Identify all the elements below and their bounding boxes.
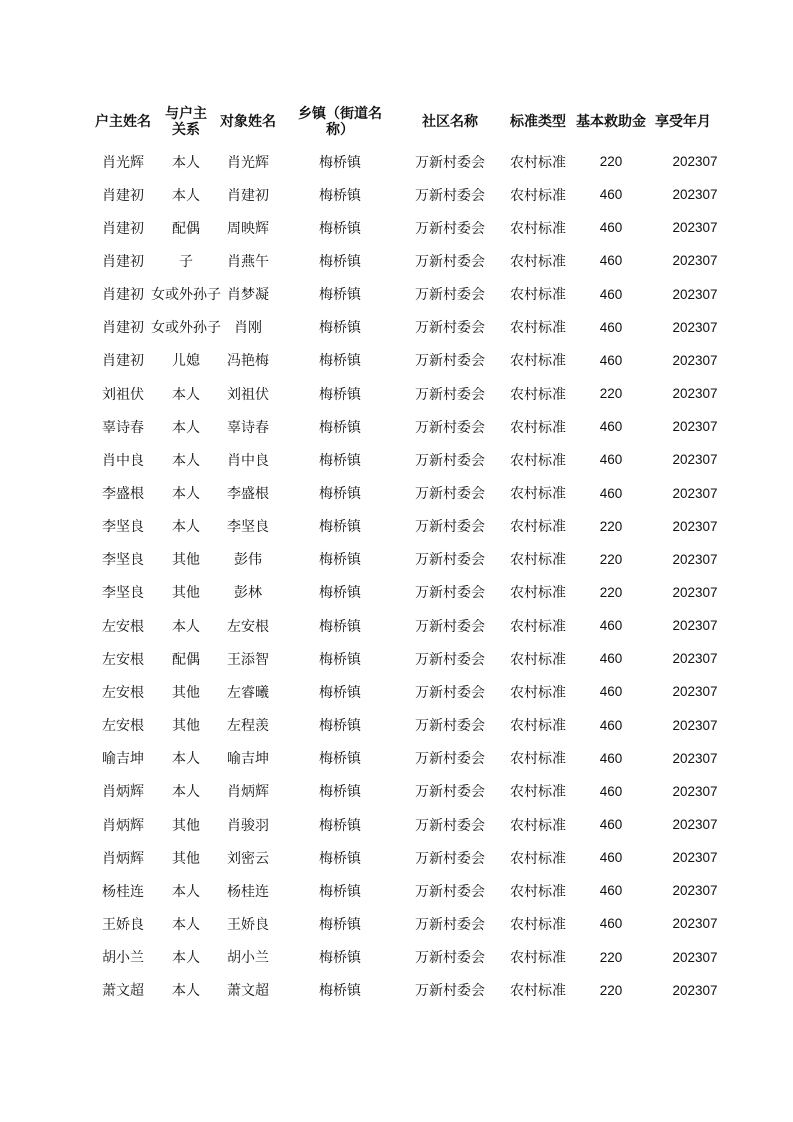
relief-amount-cell: 460 [599,618,623,634]
standard-type-cell: 农村标准 [510,684,566,701]
recipient-name-cell: 肖中良 [227,452,269,469]
household-head-cell: 肖建初 [102,353,144,370]
relief-amount-cell: 460 [599,319,623,335]
household-head-cell: 王娇良 [102,916,144,933]
table-row [0,377,793,410]
standard-type-cell: 农村标准 [510,983,566,1000]
recipient-name-cell: 王添智 [227,651,269,668]
standard-type-cell: 农村标准 [510,784,566,801]
relation-cell: 儿媳 [172,353,200,370]
household-head-cell: 刘祖伏 [102,386,144,403]
recipient-name-cell: 喻吉坤 [227,751,269,768]
period-cell: 202307 [672,319,718,335]
period-cell: 202307 [672,883,718,899]
relation-cell: 本人 [172,618,200,635]
relation-cell: 本人 [172,154,200,171]
relief-amount-cell: 460 [599,253,623,269]
relation-cell: 配偶 [172,651,200,668]
community-cell: 万新村委会 [415,452,485,469]
community-cell: 万新村委会 [415,817,485,834]
standard-type-cell: 农村标准 [510,452,566,469]
table-row [0,543,793,576]
relief-amount-cell: 460 [599,850,623,866]
relief-amount-cell: 220 [599,982,623,998]
community-cell: 万新村委会 [415,187,485,204]
recipient-name-cell: 李盛根 [227,486,269,502]
township-cell: 梅桥镇 [319,386,361,403]
township-cell: 梅桥镇 [319,486,361,502]
table-row [0,178,793,211]
community-cell: 万新村委会 [415,950,485,967]
community-cell: 万新村委会 [415,883,485,900]
community-cell: 万新村委会 [415,154,485,171]
township-cell: 梅桥镇 [319,353,361,370]
relief-amount-cell: 220 [599,154,623,169]
relief-amount-cell: 460 [599,187,623,203]
relation-cell: 其他 [172,684,200,701]
table-row [0,709,793,742]
relief-amount-cell: 220 [599,518,623,534]
table-row [0,311,793,344]
table-row [0,609,793,642]
community-cell: 万新村委会 [415,916,485,933]
relation-cell: 本人 [172,386,200,403]
household-head-cell: 李坚良 [102,585,144,602]
household-head-cell: 左安根 [102,651,144,668]
community-cell: 万新村委会 [415,486,485,502]
township-cell: 梅桥镇 [319,320,361,337]
community-cell: 万新村委会 [415,983,485,1000]
period-cell: 202307 [672,452,718,468]
header-period: 享受年月 [655,114,711,130]
relation-cell: 其他 [172,552,200,569]
period-cell: 202307 [672,253,718,269]
township-cell: 梅桥镇 [319,817,361,834]
township-cell: 梅桥镇 [319,684,361,701]
period-cell: 202307 [672,187,718,203]
standard-type-cell: 农村标准 [510,718,566,735]
standard-type-cell: 农村标准 [510,916,566,933]
community-cell: 万新村委会 [415,585,485,602]
recipient-name-cell: 周映辉 [227,220,269,237]
standard-type-cell: 农村标准 [510,817,566,834]
standard-type-cell: 农村标准 [510,552,566,569]
header-relief-amount: 基本救助金 [576,114,646,130]
household-head-cell: 肖炳辉 [102,817,144,834]
period-cell: 202307 [672,584,718,600]
township-cell: 梅桥镇 [319,784,361,801]
relation-cell: 本人 [172,187,200,204]
relation-cell: 本人 [172,950,200,967]
community-cell: 万新村委会 [415,751,485,768]
standard-type-cell: 农村标准 [510,850,566,867]
household-head-cell: 喻吉坤 [102,751,144,768]
standard-type-cell: 农村标准 [510,320,566,337]
period-cell: 202307 [672,286,718,302]
table-row [0,775,793,808]
relation-cell: 女或外孙子 [151,287,221,304]
household-head-cell: 李盛根 [102,486,144,502]
relation-cell: 配偶 [172,220,200,237]
header-household-head: 户主姓名 [95,114,151,130]
township-cell: 梅桥镇 [319,585,361,602]
recipient-name-cell: 彭林 [234,585,262,602]
household-head-cell: 肖光辉 [102,154,144,171]
standard-type-cell: 农村标准 [510,253,566,270]
household-head-cell: 肖炳辉 [102,784,144,801]
household-head-cell: 萧文超 [102,983,144,1000]
recipient-name-cell: 胡小兰 [227,950,269,967]
period-cell: 202307 [672,154,718,169]
relation-cell: 本人 [172,486,200,502]
recipient-name-cell: 萧文超 [227,983,269,1000]
recipient-name-cell: 肖骏羽 [227,817,269,834]
period-cell: 202307 [672,817,718,832]
community-cell: 万新村委会 [415,552,485,569]
relief-amount-cell: 460 [599,286,623,302]
relation-cell: 其他 [172,850,200,867]
township-cell: 梅桥镇 [319,983,361,1000]
standard-type-cell: 农村标准 [510,187,566,204]
standard-type-cell: 农村标准 [510,419,566,436]
relief-amount-cell: 460 [599,452,623,468]
recipient-name-cell: 刘祖伏 [227,386,269,403]
table-row [0,675,793,708]
header-township: 乡镇（街道名称） [298,106,382,138]
recipient-name-cell: 肖建初 [227,187,269,204]
recipient-name-cell: 李坚良 [227,519,269,536]
table-row [0,974,793,1007]
relief-amount-cell: 220 [599,551,623,567]
header-standard-type: 标准类型 [510,114,566,130]
period-cell: 202307 [672,850,718,866]
period-cell: 202307 [672,352,718,368]
table-row [0,808,793,841]
standard-type-cell: 农村标准 [510,287,566,304]
table-row [0,941,793,974]
standard-type-cell: 农村标准 [510,519,566,536]
relief-amount-cell: 460 [599,916,623,932]
township-cell: 梅桥镇 [319,916,361,933]
township-cell: 梅桥镇 [319,220,361,237]
standard-type-cell: 农村标准 [510,618,566,635]
period-cell: 202307 [672,386,718,402]
household-head-cell: 肖建初 [102,320,144,337]
relation-cell: 本人 [172,784,200,801]
relation-cell: 本人 [172,452,200,469]
header-relation: 与户主关系 [165,106,207,138]
community-cell: 万新村委会 [415,320,485,337]
period-cell: 202307 [672,419,718,435]
table-row [0,443,793,476]
relief-amount-cell: 220 [599,584,623,600]
township-cell: 梅桥镇 [319,154,361,171]
township-cell: 梅桥镇 [319,651,361,668]
period-cell: 202307 [672,750,718,766]
period-cell: 202307 [672,916,718,932]
township-cell: 梅桥镇 [319,718,361,735]
table-row [0,742,793,775]
household-head-cell: 肖建初 [102,220,144,237]
standard-type-cell: 农村标准 [510,883,566,900]
household-head-cell: 肖炳辉 [102,850,144,867]
relation-cell: 本人 [172,419,200,436]
period-cell: 202307 [672,651,718,667]
community-cell: 万新村委会 [415,850,485,867]
relief-amount-cell: 460 [599,651,623,667]
period-cell: 202307 [672,618,718,634]
table-row [0,344,793,377]
community-cell: 万新村委会 [415,353,485,370]
community-cell: 万新村委会 [415,718,485,735]
recipient-name-cell: 肖光辉 [227,154,269,171]
relief-amount-cell: 460 [599,220,623,236]
relief-amount-cell: 460 [599,817,623,832]
relief-amount-cell: 460 [599,883,623,899]
header-recipient-name: 对象姓名 [220,114,276,130]
community-cell: 万新村委会 [415,618,485,635]
relief-amount-cell: 460 [599,717,623,733]
period-cell: 202307 [672,518,718,534]
relief-amount-cell: 460 [599,750,623,766]
standard-type-cell: 农村标准 [510,486,566,502]
recipient-name-cell: 辜诗春 [227,419,269,436]
community-cell: 万新村委会 [415,684,485,701]
relation-cell: 本人 [172,916,200,933]
table-row [0,477,793,510]
household-head-cell: 左安根 [102,684,144,701]
household-head-cell: 左安根 [102,718,144,735]
household-head-cell: 肖建初 [102,287,144,304]
township-cell: 梅桥镇 [319,419,361,436]
household-head-cell: 李坚良 [102,552,144,569]
household-head-cell: 李坚良 [102,519,144,536]
community-cell: 万新村委会 [415,253,485,270]
township-cell: 梅桥镇 [319,187,361,204]
table-row [0,278,793,311]
household-head-cell: 肖中良 [102,452,144,469]
household-head-cell: 胡小兰 [102,950,144,967]
relation-cell: 本人 [172,751,200,768]
table-row [0,145,793,178]
township-cell: 梅桥镇 [319,552,361,569]
township-cell: 梅桥镇 [319,253,361,270]
period-cell: 202307 [672,783,718,799]
recipient-name-cell: 刘密云 [227,850,269,867]
recipient-name-cell: 杨桂连 [227,883,269,900]
table-row [0,244,793,277]
township-cell: 梅桥镇 [319,618,361,635]
household-head-cell: 肖建初 [102,253,144,270]
standard-type-cell: 农村标准 [510,154,566,171]
community-cell: 万新村委会 [415,784,485,801]
relation-cell: 女或外孙子 [151,320,221,337]
table-row [0,874,793,907]
relation-cell: 本人 [172,883,200,900]
township-cell: 梅桥镇 [319,751,361,768]
period-cell: 202307 [672,684,718,700]
standard-type-cell: 农村标准 [510,751,566,768]
recipient-name-cell: 左安根 [227,618,269,635]
standard-type-cell: 农村标准 [510,651,566,668]
period-cell: 202307 [672,949,718,965]
household-head-cell: 左安根 [102,618,144,635]
township-cell: 梅桥镇 [319,519,361,536]
township-cell: 梅桥镇 [319,287,361,304]
period-cell: 202307 [672,717,718,733]
relation-cell: 其他 [172,817,200,834]
table-row [0,841,793,874]
recipient-name-cell: 彭伟 [234,552,262,569]
standard-type-cell: 农村标准 [510,220,566,237]
table-row [0,510,793,543]
relief-amount-cell: 460 [599,684,623,700]
relation-cell: 本人 [172,983,200,1000]
period-cell: 202307 [672,982,718,998]
period-cell: 202307 [672,485,718,501]
relation-cell: 其他 [172,585,200,602]
table-row [0,211,793,244]
header-community: 社区名称 [422,114,478,130]
township-cell: 梅桥镇 [319,452,361,469]
relation-cell: 其他 [172,718,200,735]
household-head-cell: 肖建初 [102,187,144,204]
standard-type-cell: 农村标准 [510,353,566,370]
relief-amount-cell: 220 [599,386,623,402]
relief-amount-cell: 460 [599,485,623,501]
table-row [0,410,793,443]
community-cell: 万新村委会 [415,386,485,403]
recipient-name-cell: 肖炳辉 [227,784,269,801]
household-head-cell: 杨桂连 [102,883,144,900]
recipient-name-cell: 左睿曦 [227,684,269,701]
relief-amount-cell: 220 [599,949,623,965]
relief-amount-cell: 460 [599,783,623,799]
standard-type-cell: 农村标准 [510,585,566,602]
recipient-name-cell: 肖燕午 [227,253,269,270]
township-cell: 梅桥镇 [319,850,361,867]
table-row [0,907,793,940]
standard-type-cell: 农村标准 [510,950,566,967]
relation-cell: 子 [179,253,193,270]
township-cell: 梅桥镇 [319,883,361,900]
community-cell: 万新村委会 [415,287,485,304]
relief-amount-cell: 460 [599,419,623,435]
household-head-cell: 辜诗春 [102,419,144,436]
standard-type-cell: 农村标准 [510,386,566,403]
community-cell: 万新村委会 [415,519,485,536]
period-cell: 202307 [672,220,718,236]
relation-cell: 本人 [172,519,200,536]
community-cell: 万新村委会 [415,651,485,668]
township-cell: 梅桥镇 [319,950,361,967]
relief-amount-cell: 460 [599,352,623,368]
recipient-name-cell: 冯艳梅 [227,353,269,370]
recipient-name-cell: 肖梦凝 [227,287,269,304]
period-cell: 202307 [672,551,718,567]
recipient-name-cell: 肖刚 [234,320,262,337]
recipient-name-cell: 左程羡 [227,718,269,735]
recipient-name-cell: 王娇良 [227,916,269,933]
community-cell: 万新村委会 [415,220,485,237]
table-row [0,576,793,609]
community-cell: 万新村委会 [415,419,485,436]
table-row [0,642,793,675]
